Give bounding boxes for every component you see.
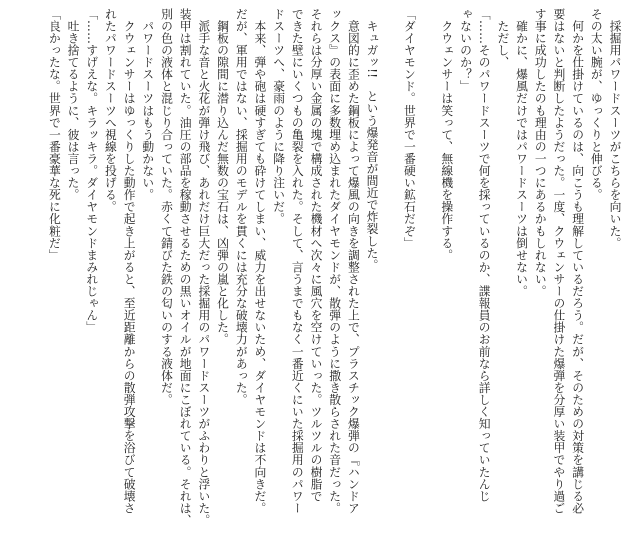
blank-line — [418, 8, 437, 530]
dialogue-line: 「ダイヤモンド。世界で一番硬い鉱石だぞ」 — [402, 8, 417, 249]
text-line: 何かを仕掛けているのは、向こうも理解しているだろう。だが、そのための対策を講じる必 — [570, 8, 585, 515]
text-line: ただし、 — [495, 8, 510, 69]
text-line: それらは分厚い金属の塊で構成された機材へ次々に風穴を空けていった。ツルツルの樹脂で — [309, 8, 323, 503]
text-line: 本来、弾や砲は硬すぎても砕けてしまい、威力を出せないため、ダイヤモンドは不向きだ。 — [252, 8, 267, 515]
dialogue-line: 「……そのパワードスーツで何を採っているのか、諜報員のお前なら詳しく知っていたんじ — [477, 8, 492, 503]
text-line: パワードスーツはもう動かない。 — [140, 8, 155, 201]
text-line: ドスーツへ、豪雨のように降り注いだ。 — [271, 8, 286, 225]
dialogue-line: 「良かったな。世界で一番豪華な死に化粧だ」 — [47, 8, 62, 262]
text-line: 派手な音と火花が弾け飛び、あれだけ巨大だった採掘用のパワードスーツがふわりと浮いた。 — [196, 8, 211, 527]
text-line: ックス』の表面に多数埋め込まれたダイヤモンドが、散弾のように撒き散らされた音だった。 — [327, 8, 342, 515]
vertical-text-body — [6, 8, 624, 530]
blank-line — [381, 8, 400, 530]
text-line: できた壁にいくつもの亀裂を入れた。そして、言うまでもなく一番近くにいた採掘用のパワー — [290, 8, 305, 515]
text-line: れたパワードスーツへ視線を投げる。 — [103, 8, 118, 213]
text-line: その太い腕が、ゆっくりと伸びる。 — [589, 8, 604, 201]
text-line: 確かに、爆風だけではパワードスーツは倒せない。 — [514, 8, 529, 298]
text-line: 要はないと判断したようだった。一度、クウェンサーの仕掛けた爆弾を分厚い装甲でやり過ご — [551, 8, 566, 515]
text-line: だが、軍用ではない、採掘用のモデルを貫くには充分な破壊力があった。 — [234, 8, 249, 406]
dialogue-line: ゃないのか？」 — [458, 8, 473, 93]
text-line: クウェンサーはゆっくりした動作で起き上がると、至近距離からの散弾攻撃を浴びて破壊さ — [122, 8, 137, 515]
text-line: 別の色の液体と混じり合っていた。赤くて錆びた鉄の匂いのする液体だ。 — [159, 8, 174, 406]
text-line: キュガッ!! という爆発音が間近で炸裂した。 — [365, 8, 380, 272]
text-line: 採掘用パワードスーツがこちらを向いた。 — [608, 8, 622, 249]
text-line: クウェンサーは笑って、無線機を操作する。 — [439, 8, 454, 262]
text-line: 吐き捨てるように、彼は言った。 — [66, 8, 81, 201]
dialogue-line: 「……すげえな。キラッキラ。ダイヤモンドまみれじゃん」 — [84, 8, 99, 334]
text-line: 意図的に歪めた鋼板によって爆風の向きを調整された上で、プラスチック爆弾の『ハンドア — [346, 8, 361, 515]
text-line: す事に成功したのも理由の一つにあるかもしれない。 — [533, 8, 548, 298]
text-line: 装甲は割れていた。油圧の部品を稼動させるための黒いオイルが地面にこぼれている。それは、 — [178, 8, 193, 527]
text-line: 鋼板の隙間に潜り込んだ無数の宝石は、凶弾の嵐と化した。 — [215, 8, 230, 346]
